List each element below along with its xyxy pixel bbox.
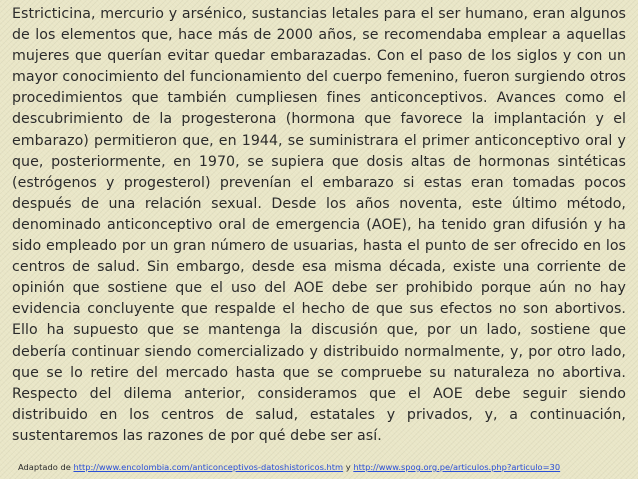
source-citation bbox=[18, 462, 628, 473]
source-connector: y bbox=[343, 462, 354, 472]
source-link-encolombia[interactable]: http://www.encolombia.com/anticonceptivos-datoshistoricos.htm bbox=[73, 462, 344, 472]
source-prefix: Adaptado de bbox=[18, 462, 74, 472]
source-link-spog[interactable]: http://www.spog.org.pe/articulos.php?articulo=30 bbox=[353, 462, 561, 472]
body-paragraph: Estricticina, mercurio y arsénico, sustancias letales para el ser humano, eran algunos de los elementos que, hace más de 2000 años, se recomendaba emplear a aquellas mujeres que querían evitar quedar embarazadas. Con el paso de los siglos y con un mayor conocimiento del funcionamiento del cuerpo femenino, fueron surgiendo otros procedimientos que también cumpliesen fines anticonceptivos. Avances como el descubrimiento de la progesterona (hormona que favorece la implantación y el embarazo) permitieron que, en 1944, se suministrara el primer anticonceptivo oral y que, posteriormente, en 1970, se supiera que dosis altas de hormonas sintéticas (estrógenos y progesterol) prevenían el embarazo si estas eran tomadas pocos después de una relación sexual. Desde los años noventa, este último método, denominado anticonceptivo oral de emergencia (AOE), ha tenido gran difusión y ha sido empleado por un gran número de usuarias, hasta el punto de ser ofrecido en los centros de salud. Sin embargo, desde esa misma década, existe una corriente de opinión que sostiene que el uso del AOE debe ser prohibido porque aún no hay evidencia concluyente que respalde el hecho de que sus efectos no son abortivos. Ello ha supuesto que se mantenga la discusión que, por un lado, sostiene que debería continuar siendo comercializado y distribuido normalmente, y, por otro lado, que se lo retire del mercado hasta que se compruebe su naturaleza no abortiva. Respecto del dilema anterior, consideramos que el AOE debe seguir siendo distribuido en los centros de salud, estatales y privados, y, a continuación, sustentaremos las razones de por qué debe ser así. bbox=[12, 6, 626, 444]
